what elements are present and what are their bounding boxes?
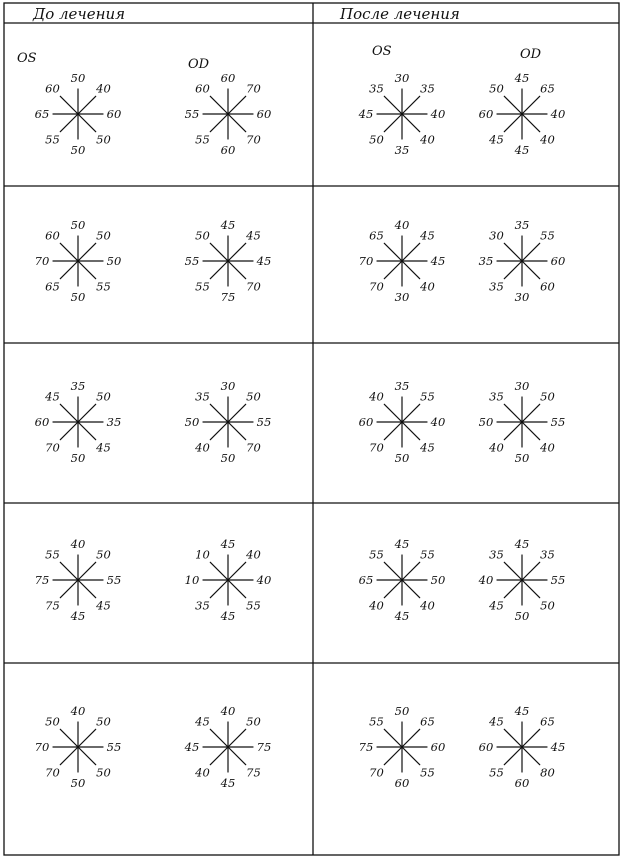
ray-tl <box>210 729 228 747</box>
value-tl: 55 <box>369 714 384 729</box>
ray-bl <box>210 114 228 132</box>
value-br: 60 <box>540 279 555 294</box>
value-r: 55 <box>550 573 566 587</box>
diagram-row1-before-od <box>185 71 272 157</box>
value-bl: 40 <box>195 765 210 780</box>
ray-bl <box>210 580 228 598</box>
value-bl: 45 <box>489 132 504 147</box>
value-t: 40 <box>70 704 86 718</box>
value-r: 40 <box>550 107 566 121</box>
value-l: 10 <box>184 573 200 587</box>
diagram-row1-after-od <box>479 71 566 157</box>
value-tr: 40 <box>246 547 261 562</box>
header-before-treatment: До лечения <box>33 5 126 23</box>
diagram-row3-before-os <box>35 379 122 465</box>
value-t: 50 <box>70 71 86 85</box>
diagram-row3-after-os <box>359 379 446 465</box>
value-tl: 50 <box>45 714 60 729</box>
ray-tl <box>384 243 402 261</box>
value-bl: 55 <box>195 279 210 294</box>
ray-tl <box>60 562 78 580</box>
diagram-row1-after-os <box>358 71 446 157</box>
value-l: 65 <box>34 107 50 121</box>
ray-bl <box>384 422 402 440</box>
ray-tr <box>522 404 540 422</box>
value-r: 60 <box>430 740 446 754</box>
value-bl: 70 <box>45 765 60 780</box>
value-br: 40 <box>420 279 435 294</box>
eye-label-os-after: OS <box>372 44 392 59</box>
value-t: 35 <box>514 218 530 232</box>
value-br: 45 <box>96 440 111 455</box>
value-tr: 65 <box>540 714 555 729</box>
value-tl: 60 <box>195 81 210 96</box>
value-l: 70 <box>34 740 50 754</box>
ray-tl <box>210 562 228 580</box>
value-t: 40 <box>70 537 86 551</box>
value-br: 70 <box>246 279 261 294</box>
value-br: 55 <box>246 598 261 613</box>
value-t: 35 <box>394 379 410 393</box>
header-after-treatment: После лечения <box>340 5 460 23</box>
ray-tr <box>78 404 96 422</box>
ray-tr <box>228 562 246 580</box>
value-tr: 50 <box>96 547 111 562</box>
ray-tl <box>504 562 522 580</box>
value-tr: 55 <box>420 547 435 562</box>
eye-label-od-before: OD <box>188 57 210 72</box>
value-r: 55 <box>256 415 272 429</box>
value-t: 35 <box>70 379 86 393</box>
ray-tr <box>522 729 540 747</box>
diagram-row2-after-od <box>479 218 566 304</box>
value-tr: 55 <box>540 228 555 243</box>
diagram-row2-after-os <box>359 218 446 304</box>
value-b: 45 <box>514 143 530 157</box>
value-r: 40 <box>430 107 446 121</box>
value-r: 50 <box>106 254 122 268</box>
ray-tr <box>402 96 420 114</box>
value-tl: 50 <box>195 228 210 243</box>
value-l: 75 <box>358 740 374 754</box>
ray-br <box>522 261 540 279</box>
value-bl: 65 <box>45 279 60 294</box>
value-bl: 55 <box>45 132 60 147</box>
diagram-row5-after-od <box>479 704 566 790</box>
ray-tl <box>60 404 78 422</box>
value-b: 60 <box>514 776 530 790</box>
value-tl: 60 <box>45 228 60 243</box>
value-r: 40 <box>430 415 446 429</box>
ray-bl <box>504 114 522 132</box>
ray-bl <box>384 747 402 765</box>
value-b: 50 <box>394 451 410 465</box>
ray-tr <box>228 96 246 114</box>
value-l: 70 <box>358 254 374 268</box>
value-tl: 60 <box>45 81 60 96</box>
value-br: 40 <box>540 132 555 147</box>
value-b: 75 <box>220 290 236 304</box>
value-l: 70 <box>34 254 50 268</box>
value-br: 75 <box>246 765 261 780</box>
ray-bl <box>60 261 78 279</box>
value-t: 50 <box>394 704 410 718</box>
ray-tl <box>384 562 402 580</box>
value-t: 45 <box>514 704 530 718</box>
ray-tl <box>210 243 228 261</box>
ray-tl <box>504 96 522 114</box>
value-tr: 45 <box>246 228 261 243</box>
value-tl: 45 <box>195 714 210 729</box>
value-b: 50 <box>220 451 236 465</box>
value-r: 55 <box>106 573 122 587</box>
value-t: 60 <box>220 71 236 85</box>
value-br: 55 <box>420 765 435 780</box>
value-r: 55 <box>550 415 566 429</box>
value-b: 50 <box>514 609 530 623</box>
ray-br <box>522 422 540 440</box>
value-r: 60 <box>256 107 272 121</box>
value-tr: 40 <box>96 81 111 96</box>
value-tl: 30 <box>489 228 504 243</box>
value-r: 60 <box>106 107 122 121</box>
value-t: 40 <box>220 704 236 718</box>
diagram-row4-after-od <box>478 537 566 623</box>
diagram-row5-before-os <box>35 704 122 790</box>
diagram-row3-after-od <box>479 379 566 465</box>
value-br: 40 <box>420 132 435 147</box>
ray-tl <box>384 729 402 747</box>
ray-bl <box>210 261 228 279</box>
value-bl: 70 <box>369 279 384 294</box>
ray-br <box>228 422 246 440</box>
value-tl: 35 <box>369 81 384 96</box>
value-t: 30 <box>220 379 236 393</box>
value-l: 75 <box>34 573 50 587</box>
eye-label-os-before: OS <box>17 51 37 66</box>
diagram-row1-before-os <box>35 71 122 157</box>
ray-tl <box>210 96 228 114</box>
ray-bl <box>504 261 522 279</box>
ray-bl <box>504 747 522 765</box>
value-tl: 55 <box>45 547 60 562</box>
eye-label-od-after: OD <box>520 47 542 62</box>
value-tl: 10 <box>195 547 210 562</box>
value-l: 60 <box>478 740 494 754</box>
value-t: 45 <box>514 537 530 551</box>
ray-bl <box>504 422 522 440</box>
diagram-row2-before-os <box>35 218 122 304</box>
value-t: 50 <box>70 218 86 232</box>
value-b: 35 <box>394 143 410 157</box>
ray-br <box>78 114 96 132</box>
ray-bl <box>60 747 78 765</box>
value-tr: 35 <box>420 81 435 96</box>
value-l: 50 <box>184 415 200 429</box>
ray-tr <box>228 404 246 422</box>
value-b: 30 <box>514 290 530 304</box>
value-tl: 35 <box>195 389 210 404</box>
ray-br <box>228 747 246 765</box>
value-l: 60 <box>358 415 374 429</box>
ray-bl <box>384 261 402 279</box>
value-bl: 70 <box>45 440 60 455</box>
ray-br <box>228 580 246 598</box>
value-tr: 50 <box>540 389 555 404</box>
value-l: 60 <box>34 415 50 429</box>
value-l: 60 <box>478 107 494 121</box>
value-tr: 45 <box>420 228 435 243</box>
ray-tr <box>78 562 96 580</box>
value-l: 35 <box>478 254 494 268</box>
ray-br <box>228 114 246 132</box>
value-r: 75 <box>256 740 272 754</box>
ray-bl <box>60 580 78 598</box>
ray-tl <box>384 96 402 114</box>
ray-tr <box>402 404 420 422</box>
ray-br <box>402 422 420 440</box>
value-t: 30 <box>394 71 410 85</box>
value-l: 50 <box>478 415 494 429</box>
ray-tr <box>402 562 420 580</box>
value-r: 55 <box>106 740 122 754</box>
value-t: 45 <box>220 218 236 232</box>
value-tl: 50 <box>489 81 504 96</box>
value-br: 40 <box>420 598 435 613</box>
ray-tr <box>228 729 246 747</box>
ray-tl <box>384 404 402 422</box>
value-l: 65 <box>358 573 374 587</box>
ray-br <box>522 114 540 132</box>
ray-br <box>402 261 420 279</box>
ray-tr <box>78 96 96 114</box>
ray-tl <box>60 729 78 747</box>
diagram-row4-after-os <box>359 537 446 623</box>
value-tl: 45 <box>45 389 60 404</box>
ray-br <box>402 114 420 132</box>
value-br: 50 <box>96 765 111 780</box>
ray-br <box>78 747 96 765</box>
ray-tr <box>78 243 96 261</box>
value-bl: 55 <box>195 132 210 147</box>
value-tl: 45 <box>489 714 504 729</box>
value-bl: 40 <box>195 440 210 455</box>
ray-bl <box>384 580 402 598</box>
value-br: 40 <box>540 440 555 455</box>
value-tr: 50 <box>96 714 111 729</box>
value-r: 40 <box>256 573 272 587</box>
value-b: 60 <box>394 776 410 790</box>
ray-tr <box>78 729 96 747</box>
visual-field-diagrams <box>35 71 566 790</box>
value-bl: 40 <box>489 440 504 455</box>
ray-bl <box>210 747 228 765</box>
value-tr: 65 <box>420 714 435 729</box>
value-b: 45 <box>220 776 236 790</box>
value-b: 60 <box>220 143 236 157</box>
value-tr: 50 <box>96 228 111 243</box>
value-bl: 45 <box>489 598 504 613</box>
ray-br <box>78 261 96 279</box>
value-l: 55 <box>184 107 200 121</box>
value-bl: 50 <box>369 132 384 147</box>
value-r: 45 <box>256 254 272 268</box>
ray-tr <box>522 562 540 580</box>
value-tr: 50 <box>96 389 111 404</box>
value-t: 40 <box>394 218 410 232</box>
ray-br <box>228 261 246 279</box>
diagram-row2-before-od <box>185 218 272 304</box>
value-br: 45 <box>420 440 435 455</box>
value-br: 45 <box>96 598 111 613</box>
value-tr: 70 <box>246 81 261 96</box>
ray-bl <box>210 422 228 440</box>
value-b: 50 <box>70 451 86 465</box>
ray-tr <box>522 243 540 261</box>
ray-tr <box>402 729 420 747</box>
ray-tl <box>60 243 78 261</box>
value-r: 45 <box>550 740 566 754</box>
value-b: 50 <box>70 290 86 304</box>
value-bl: 35 <box>195 598 210 613</box>
value-bl: 35 <box>489 279 504 294</box>
value-br: 55 <box>96 279 111 294</box>
value-r: 45 <box>430 254 446 268</box>
ray-br <box>402 580 420 598</box>
value-t: 45 <box>514 71 530 85</box>
value-l: 55 <box>184 254 200 268</box>
value-t: 45 <box>220 537 236 551</box>
value-r: 35 <box>106 415 122 429</box>
value-tl: 55 <box>369 547 384 562</box>
ray-br <box>522 580 540 598</box>
value-br: 80 <box>540 765 555 780</box>
value-br: 50 <box>96 132 111 147</box>
value-tl: 35 <box>489 389 504 404</box>
ray-br <box>78 580 96 598</box>
value-br: 70 <box>246 132 261 147</box>
ray-bl <box>504 580 522 598</box>
value-b: 45 <box>220 609 236 623</box>
value-l: 45 <box>184 740 200 754</box>
diagram-row4-before-od <box>185 537 272 623</box>
value-bl: 55 <box>489 765 504 780</box>
value-b: 50 <box>70 776 86 790</box>
value-b: 50 <box>70 143 86 157</box>
value-tr: 65 <box>540 81 555 96</box>
ray-tl <box>504 243 522 261</box>
ray-br <box>522 747 540 765</box>
value-tr: 35 <box>540 547 555 562</box>
value-br: 50 <box>540 598 555 613</box>
diagram-row4-before-os <box>35 537 122 623</box>
ray-tr <box>228 243 246 261</box>
value-bl: 70 <box>369 765 384 780</box>
ray-tl <box>60 96 78 114</box>
value-l: 45 <box>358 107 374 121</box>
value-br: 70 <box>246 440 261 455</box>
value-l: 40 <box>478 573 494 587</box>
ray-br <box>78 422 96 440</box>
value-tr: 55 <box>420 389 435 404</box>
value-t: 30 <box>514 379 530 393</box>
value-r: 60 <box>550 254 566 268</box>
ray-bl <box>60 114 78 132</box>
value-b: 50 <box>514 451 530 465</box>
ray-tl <box>210 404 228 422</box>
diagram-row3-before-od <box>185 379 272 465</box>
diagram-row5-after-os <box>359 704 446 790</box>
value-bl: 70 <box>369 440 384 455</box>
value-tl: 40 <box>369 389 384 404</box>
ray-tr <box>402 243 420 261</box>
value-tl: 65 <box>369 228 384 243</box>
value-tl: 35 <box>489 547 504 562</box>
value-bl: 40 <box>369 598 384 613</box>
ray-bl <box>60 422 78 440</box>
value-b: 45 <box>394 609 410 623</box>
value-tr: 50 <box>246 389 261 404</box>
ray-bl <box>384 114 402 132</box>
value-b: 30 <box>394 290 410 304</box>
ray-tl <box>504 729 522 747</box>
diagram-row5-before-od <box>184 704 272 790</box>
ray-tl <box>504 404 522 422</box>
ray-br <box>402 747 420 765</box>
value-tr: 50 <box>246 714 261 729</box>
value-r: 50 <box>430 573 446 587</box>
ray-tr <box>522 96 540 114</box>
value-t: 45 <box>394 537 410 551</box>
value-b: 45 <box>70 609 86 623</box>
value-bl: 75 <box>45 598 60 613</box>
